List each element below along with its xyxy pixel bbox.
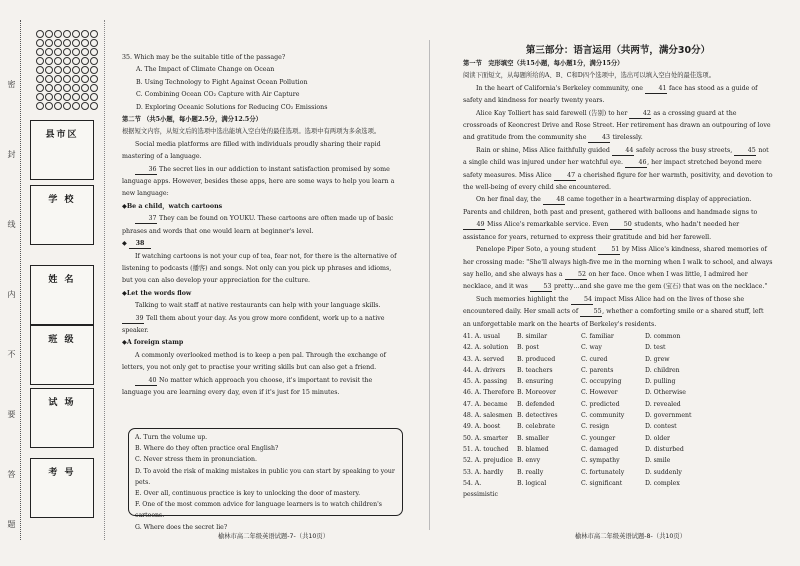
cloze-p5b: by Miss Alice's kindness, shared memories of her crossing made: "She'll always high-five me in the morning when I walk to school, and always say hello, and she always has a [463, 246, 773, 278]
choice-option[interactable]: C. younger [581, 434, 616, 442]
blank-36[interactable]: 36 [135, 165, 157, 175]
answer-bubble[interactable] [81, 66, 89, 74]
blank-55[interactable]: 55 [580, 307, 602, 317]
answer-bubble[interactable] [81, 102, 89, 110]
choice-option[interactable]: 45. A. passing [463, 378, 508, 386]
choice-option[interactable]: 54. A. pessimistic [463, 479, 498, 499]
answer-bubble[interactable] [36, 84, 44, 92]
answer-bubble[interactable] [72, 93, 80, 101]
exam-room-box[interactable] [30, 388, 94, 448]
cloze-p5 [463, 244, 773, 294]
blank-51[interactable]: 51 [598, 245, 620, 255]
cloze-p3d: , her impact stretched beyond mere safety measures. Miss Alice [463, 159, 762, 179]
choice-option[interactable]: C. sympathy [581, 457, 620, 465]
answer-bubble[interactable] [81, 39, 89, 47]
page-divider [429, 40, 430, 530]
blank-50[interactable]: 50 [610, 220, 632, 230]
answer-bubble[interactable] [81, 48, 89, 56]
part3-title: 第三部分：语言运用（共两节，满分30分） [525, 45, 711, 56]
cloze-instructions: 阅读下面短文，从每题所给的A、B、C和D四个选项中，选出可以填入空白处的最佳选项。 [463, 72, 716, 80]
choice-option[interactable]: D. complex [645, 479, 680, 487]
class-box[interactable] [30, 325, 94, 385]
cloze-p1 [463, 83, 773, 108]
answer-bubble[interactable] [54, 84, 62, 92]
answer-bubble[interactable] [45, 48, 53, 56]
school-box[interactable] [30, 185, 94, 245]
answer-bubble[interactable] [72, 48, 80, 56]
answer-bubble[interactable] [90, 75, 98, 83]
seal-line [20, 20, 21, 540]
choice-option[interactable]: D. smile [645, 457, 671, 465]
choice-option[interactable]: B. similar [517, 332, 548, 340]
choice-option[interactable]: 52. A. prejudice [463, 457, 513, 465]
choice-option[interactable]: B. defended [517, 400, 555, 408]
answer-bubble[interactable] [90, 57, 98, 65]
page-footer-right: 榆林市高二年级英语试题-8-（共10页） [575, 533, 687, 540]
cloze-p2b: as a crossing guard at the crossroads of Keoncrest Drive and Rose Street. Her retirement has drawn an outpouring of love and gratitude from the community she [463, 109, 771, 142]
choice-option[interactable]: C. occupying [581, 378, 622, 386]
cloze-p4b: came together in a heartwarming display of appreciation. Parents and children, both past and present, gathered with balloons and handmade signs to [463, 196, 758, 216]
answer-bubble[interactable] [36, 57, 44, 65]
section2-instructions: 根据短文内容，从短文后的选项中选出能填入空白处的最佳选项。选项中有两项为多余选项。 [122, 128, 381, 136]
choice-option[interactable]: B. logical [517, 479, 547, 487]
answer-bubble[interactable] [81, 93, 89, 101]
choice-option[interactable]: 42. A. solution [463, 344, 509, 352]
passage-p3-text: They can be found on YOUKU. These cartoons are often made up of basic phrases and words that one would learn at beginner's level. [122, 215, 394, 235]
choice-option[interactable]: B. envy [517, 457, 541, 465]
seal-note-3: 线 [7, 220, 16, 228]
answer-bubble[interactable] [54, 75, 62, 83]
blank-39[interactable]: 39 [122, 314, 144, 324]
answer-bubble[interactable] [63, 39, 71, 47]
choice-option[interactable]: B. teachers [517, 366, 553, 374]
answer-bubble[interactable] [45, 84, 53, 92]
passage-p2 [122, 164, 400, 201]
blank-37[interactable]: 37 [135, 214, 157, 224]
seal-note-6: 要 [7, 410, 16, 418]
page-footer-left: 榆林市高二年级英语试题-7-（共10页） [218, 533, 330, 540]
passage-p1: Social media platforms are filled with individuals proudly sharing their rapid mastering of a language. [122, 140, 381, 161]
answer-bubble[interactable] [90, 39, 98, 47]
answer-bubble[interactable] [36, 39, 44, 47]
seal-note-7: 答 [7, 470, 16, 478]
seal-note-1: 密 [7, 80, 16, 88]
choice-option[interactable]: B. detectives [517, 412, 558, 420]
blank-41[interactable]: 41 [645, 84, 667, 94]
district-label: 县市区 [45, 130, 79, 140]
answer-bubble[interactable] [54, 57, 62, 65]
choice-option[interactable]: 43. A. served [463, 355, 505, 363]
choice-option[interactable]: 48. A. salesmen [463, 412, 513, 420]
choice-option[interactable]: D. grew [645, 355, 670, 363]
answer-bubble[interactable] [63, 48, 71, 56]
choice-option[interactable]: B. produced [517, 355, 556, 363]
cloze-p4a: On her final day, the [476, 196, 541, 204]
answer-bubble[interactable] [72, 57, 80, 65]
answer-bubble[interactable] [90, 84, 98, 92]
exam-number-box[interactable] [30, 458, 94, 518]
cloze-p2c: tirelessly. [612, 134, 643, 142]
answer-bubble[interactable] [81, 30, 89, 38]
answer-bubble[interactable] [90, 102, 98, 110]
answer-bubble[interactable] [63, 102, 71, 110]
name-label: 姓 名 [48, 275, 76, 285]
answer-bubble[interactable] [72, 30, 80, 38]
q35-option-b: B. Using Technology to Fight Against Ocean Pollution [136, 78, 308, 86]
cloze-p5c: on her face. Once when I was little, I admired her necklace, and it was [463, 270, 748, 291]
option-g: G. Where does the secret lie? [135, 523, 228, 531]
answer-bubble[interactable] [90, 48, 98, 56]
blank-42[interactable]: 42 [629, 109, 651, 119]
choice-option[interactable]: 49. A. boost [463, 423, 501, 431]
cloze-p4 [463, 194, 773, 244]
blank-47[interactable]: 47 [554, 171, 576, 181]
answer-bubble[interactable] [45, 102, 53, 110]
blank-46[interactable]: 46 [625, 158, 647, 168]
answer-bubble[interactable] [72, 75, 80, 83]
cloze-p1b: face has stood as a guide of safety and kindness for nearly twenty years. [463, 84, 758, 105]
choice-option[interactable]: 44. A. drivers [463, 366, 506, 374]
question-35: 35. Which may be the suitable title of the passage? [122, 54, 286, 61]
option-e: E. Over all, continuous practice is key to unlocking the door of mastery. [135, 490, 361, 498]
answer-bubble[interactable] [81, 75, 89, 83]
option-c: C. Never stress them in pronunciation. [135, 456, 257, 464]
choice-option[interactable]: C. predicted [581, 400, 620, 408]
blank-43[interactable]: 43 [588, 133, 610, 143]
answer-bubble[interactable] [36, 102, 44, 110]
choice-option[interactable]: C. significant [581, 479, 623, 487]
answer-bubble[interactable] [45, 66, 53, 74]
cloze-p6 [463, 294, 773, 331]
choice-option[interactable]: 50. A. smarter [463, 434, 509, 442]
option-b: B. Where do they often practice oral English? [135, 445, 279, 453]
cloze-p3c: not a single child was injured under her watchful eye. [463, 146, 769, 167]
answer-bubble[interactable] [72, 39, 80, 47]
answer-bubble[interactable] [36, 66, 44, 74]
choice-option[interactable]: D. test [645, 344, 666, 352]
blank-54[interactable]: 54 [571, 295, 593, 305]
cloze-p3 [463, 145, 773, 195]
choice-option[interactable]: C. cured [581, 355, 608, 363]
choice-option[interactable]: B. post [517, 344, 539, 352]
choice-option[interactable]: C. community [581, 412, 625, 420]
answer-bubble[interactable] [54, 102, 62, 110]
answer-bubble[interactable] [63, 30, 71, 38]
choice-option[interactable]: B. ensuring [517, 378, 554, 386]
answer-bubble[interactable] [90, 30, 98, 38]
choice-option[interactable]: D. disturbed [645, 445, 684, 453]
blank-44[interactable]: 44 [612, 146, 634, 156]
answer-bubble[interactable] [45, 57, 53, 65]
choice-option[interactable]: B. Moreover [517, 389, 557, 397]
q35-option-d: D. Exploring Oceanic Solutions for Reducing CO₂ Emissions [136, 103, 328, 111]
answer-bubble[interactable] [36, 75, 44, 83]
answer-bubble[interactable] [81, 57, 89, 65]
choice-option[interactable]: C. resign [581, 423, 610, 431]
answer-bubble[interactable] [54, 66, 62, 74]
choice-option[interactable]: C. fortunately [581, 468, 625, 476]
passage-p7-text: No matter which approach you choose, it's important to revisit the language you are learning every day, even if it's just for 15 minutes. [122, 376, 373, 396]
passage-p5a-text: Talking to wait staff at native restaurants can help with your language skills. [135, 302, 381, 310]
answer-bubble[interactable] [63, 75, 71, 83]
answer-bubble[interactable] [54, 39, 62, 47]
passage-p4: If watching cartoons is not your cup of tea, fear not, for there is the alternative of listening to podcasts (播客) and songs. Not only can you pick up phrases and idioms, but you can also develop your appreciation for the culture. [122, 252, 397, 285]
blank-49[interactable]: 49 [463, 220, 485, 230]
answer-bubble[interactable] [54, 48, 62, 56]
answer-bubble[interactable] [72, 66, 80, 74]
answer-bubble[interactable] [36, 48, 44, 56]
cloze-p6b: impact Miss Alice had on the lives of those she encountered daily. Her small acts of [463, 295, 745, 316]
name-box[interactable] [30, 265, 94, 325]
choice-option[interactable]: D. suddenly [645, 468, 682, 476]
choice-option[interactable]: 47. A. became [463, 400, 508, 408]
heading-words-flow: ◆Let the words flow [122, 289, 192, 297]
choice-option[interactable]: C. However [581, 389, 618, 397]
cloze-p6c: , whether a comforting smile or a shared stuff, left an unforgettable mark on the hearts of Berkeley's residents. [463, 308, 764, 328]
blank-40[interactable]: 40 [135, 376, 157, 386]
blank-52[interactable]: 52 [565, 270, 587, 280]
answer-bubble[interactable] [54, 30, 62, 38]
seal-note-4: 内 [7, 290, 16, 298]
passage-p5 [122, 300, 400, 337]
cloze-p3e: a cherished figure for her warmth, positivity, and devotion to the well-being of every child she encountered. [463, 171, 773, 192]
blank-38[interactable]: 38 [129, 239, 151, 249]
binding-strip [0, 0, 118, 566]
options-box [128, 428, 403, 531]
passage-p3 [122, 213, 400, 238]
right-page [463, 44, 773, 500]
blank-53[interactable]: 53 [530, 282, 552, 292]
section2-title: 第二节 （共5小题，每小题2.5分，满分12.5分） [122, 116, 262, 124]
choice-option[interactable]: D. common [645, 332, 681, 340]
answer-bubble[interactable] [36, 93, 44, 101]
choice-option[interactable]: C. damaged [581, 445, 619, 453]
answer-bubble[interactable] [90, 66, 98, 74]
answer-bubble[interactable] [45, 39, 53, 47]
cloze-p6a: Such memories highlight the [476, 295, 569, 303]
answer-bubble-grid [36, 30, 98, 110]
exam-number-label: 考 号 [48, 468, 76, 478]
cloze-p3a: Rain or shine, Miss Alice faithfully guided [476, 146, 610, 154]
passage-p2-text: The secret lies in our addiction to instant satisfaction promised by some language apps. However, besides these apps, here are some ways to help you learn a new language: [122, 165, 395, 198]
answer-bubble[interactable] [63, 57, 71, 65]
choice-option[interactable]: 51. A. touched [463, 445, 509, 453]
answer-bubble[interactable] [63, 84, 71, 92]
seal-note-8: 题 [7, 520, 16, 528]
class-label: 班 级 [48, 335, 76, 345]
blank-48[interactable]: 48 [543, 195, 565, 205]
choice-option[interactable]: C. way [581, 344, 602, 352]
answer-bubble[interactable] [72, 102, 80, 110]
answer-bubble[interactable] [36, 30, 44, 38]
choice-option[interactable]: D. pulling [645, 378, 676, 386]
answer-bubble[interactable] [90, 93, 98, 101]
blank-45[interactable]: 45 [734, 146, 756, 156]
left-page [122, 52, 400, 399]
answer-bubble[interactable] [45, 93, 53, 101]
option-d: D. To avoid the risk of making mistakes in public you can start by speaking to your pets. [135, 467, 395, 486]
choice-option[interactable]: B. celebrate [517, 423, 556, 431]
option-a: A. Turn the volume up. [135, 434, 208, 441]
cloze-p2a: Alice Kay Tolliert has said farewell (告别) to her [476, 109, 628, 117]
exam-room-label: 试 场 [48, 398, 76, 408]
answer-bubble[interactable] [54, 93, 62, 101]
choice-option[interactable]: D. Otherwise [645, 389, 686, 397]
passage-p6: A commonly overlooked method is to keep a pen pal. Through the exchange of letters, you not only get to practise your writing skills but can also get a friend. [122, 351, 386, 372]
choice-option[interactable]: 53. A. hardly [463, 468, 504, 476]
seal-note-2: 封 [7, 150, 16, 158]
choice-option[interactable]: B. smaller [517, 434, 549, 442]
option-f: F. One of the most common advice for language learners is to watch children's cartoons. [135, 501, 382, 520]
cloze-p2 [463, 108, 773, 145]
heading-38: ◆ 38 [122, 238, 400, 250]
choice-option[interactable]: C. familiar [581, 332, 614, 340]
cloze-p4c: Miss Alice's remarkable service. Even [487, 221, 609, 229]
answer-bubble[interactable] [63, 93, 71, 101]
choice-option[interactable]: D. government [645, 412, 692, 420]
choice-option[interactable]: B. blamed [517, 445, 549, 453]
choice-option[interactable]: 41. A. usual [463, 332, 501, 340]
answer-bubble[interactable] [81, 84, 89, 92]
cut-line [104, 20, 105, 540]
choice-option[interactable]: D. revealed [645, 400, 681, 408]
passage-p7 [122, 375, 400, 400]
cloze-p4d: students, who hadn't needed her assistance for years, returned to express their gratitude and bid her farewell. [463, 221, 740, 241]
cloze-p5d: pretty…and she gave me the gem (宝石) that was on the necklace." [553, 283, 768, 291]
cloze-p3b: safely across the busy streets, [635, 146, 733, 154]
answer-bubble[interactable] [45, 30, 53, 38]
heading-foreign-stamp: ◆A foreign stamp [122, 339, 184, 347]
choice-option[interactable]: D. children [645, 366, 680, 374]
choice-option[interactable]: 46. A. Therefore [463, 389, 515, 397]
choice-option[interactable]: D. contest [645, 423, 677, 431]
choice-option[interactable]: C. parents [581, 366, 614, 374]
choice-option[interactable]: D. older [645, 434, 670, 442]
cloze-p5a: Penelope Piper Soto, a young student [476, 246, 596, 254]
cloze-p1a: In the heart of California's Berkeley community, one [476, 84, 643, 92]
answer-bubble[interactable] [45, 75, 53, 83]
choice-table [463, 331, 773, 500]
choice-option[interactable]: B. really [517, 468, 544, 476]
answer-bubble[interactable] [72, 84, 80, 92]
school-label: 学 校 [48, 195, 76, 205]
seal-note-5: 不 [7, 350, 16, 358]
heading-cartoons: ◆Be a child，watch cartoons [122, 202, 223, 210]
q35-option-a: A. The Impact of Climate Change on Ocean [136, 66, 275, 74]
q35-option-c: C. Combining Ocean CO₂ Capture with Air Capture [136, 91, 300, 99]
answer-bubble[interactable] [63, 66, 71, 74]
district-box[interactable] [30, 120, 94, 180]
cloze-section-title: 第一节 完形填空（共15小题，每小题1分，满分15分） [463, 60, 624, 67]
passage-p5b-text: Tell them about your day. As you grow more confident, work up to a native speaker. [122, 314, 385, 334]
